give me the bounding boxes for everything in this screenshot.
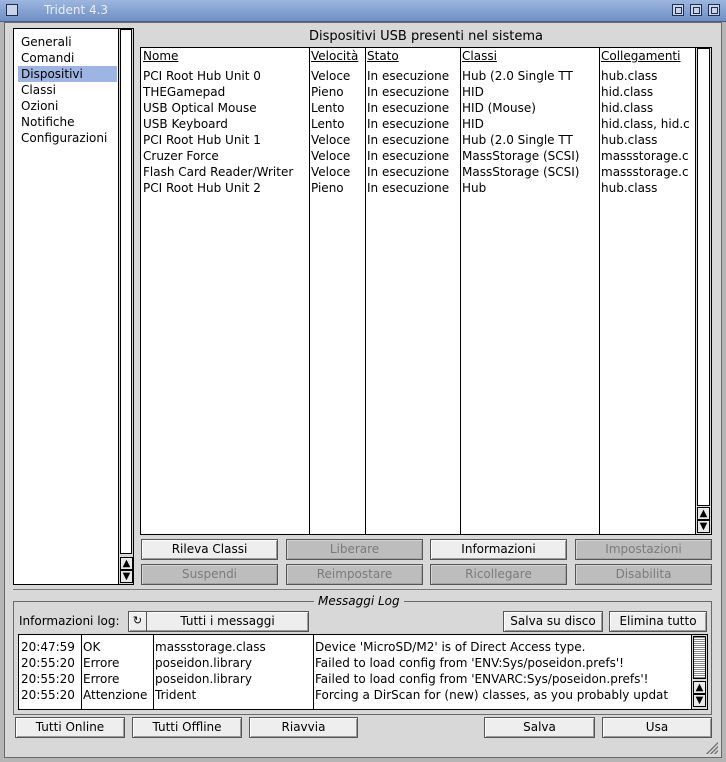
nav-scroll-up-icon[interactable]: ▲: [120, 557, 133, 570]
nav-item-generali[interactable]: Generali: [21, 35, 72, 49]
nav-item-comandi[interactable]: Comandi: [21, 51, 75, 65]
log-cell: Attenzione: [83, 688, 148, 702]
nav-item-ozioni[interactable]: Ozioni: [21, 99, 59, 113]
log-scroll-knob[interactable]: [693, 636, 706, 679]
iconify-gadget-icon[interactable]: [672, 4, 684, 16]
log-scroll-up-icon[interactable]: ▲: [693, 681, 706, 694]
suspendi-button[interactable]: Suspendi: [141, 564, 278, 585]
device-row[interactable]: [141, 132, 695, 148]
device-cell: Hub: [462, 181, 487, 195]
window-title: Trident 4.3: [44, 3, 109, 17]
clear-all-button[interactable]: Elimina tutto: [609, 611, 707, 632]
reimpostare-button[interactable]: Reimpostare: [286, 564, 423, 585]
device-cell: MassStorage (SCSI): [462, 165, 580, 179]
log-row[interactable]: [19, 687, 691, 703]
device-row[interactable]: [141, 68, 695, 84]
rileva-classi-button[interactable]: Rileva Classi: [141, 539, 278, 560]
column-header[interactable]: Classi: [462, 49, 497, 63]
nav-item-classi[interactable]: Classi: [21, 83, 56, 97]
log-row[interactable]: [19, 639, 691, 655]
liberare-button[interactable]: Liberare: [286, 539, 423, 560]
device-cell: HID: [462, 85, 484, 99]
log-filter-cycle[interactable]: [128, 611, 309, 632]
log-cell: poseidon.library: [155, 672, 252, 686]
title-bar[interactable]: [0, 0, 726, 22]
save-button[interactable]: Salva: [484, 717, 595, 738]
log-cell: Errore: [83, 656, 120, 670]
device-cell: In esecuzione: [367, 85, 450, 99]
device-cell: hub.class: [601, 133, 658, 147]
log-cell: Device 'MicroSD/M2' is of Direct Access type.: [315, 640, 586, 654]
device-cell: hid.class, hid.c: [601, 117, 690, 131]
log-cell: 20:55:20: [21, 688, 75, 702]
log-row[interactable]: [19, 671, 691, 687]
devices-table: [141, 48, 695, 534]
log-row[interactable]: [19, 655, 691, 671]
close-gadget-icon[interactable]: [6, 4, 18, 16]
log-cell: 20:55:20: [21, 672, 75, 686]
device-cell: hid.class: [601, 101, 654, 115]
all-offline-button[interactable]: Tutti Offline: [132, 717, 242, 738]
log-cell: Trident: [155, 688, 197, 702]
device-row[interactable]: [141, 148, 695, 164]
log-list[interactable]: [18, 634, 708, 710]
column-header[interactable]: Stato: [367, 49, 399, 63]
all-online-button[interactable]: Tutti Online: [15, 717, 125, 738]
device-cell: Veloce: [311, 69, 351, 83]
log-cell: Forcing a DirScan for (new) classes, as you probably updat: [315, 688, 669, 702]
device-cell: Lento: [311, 117, 345, 131]
devices-scroll-down-icon[interactable]: ▼: [697, 520, 710, 533]
device-row[interactable]: [141, 164, 695, 180]
device-cell: HID (Mouse): [462, 101, 536, 115]
device-cell: In esecuzione: [367, 117, 450, 131]
device-cell: Pieno: [311, 85, 344, 99]
device-cell: MassStorage (SCSI): [462, 149, 580, 163]
device-cell: Veloce: [311, 165, 351, 179]
section-divider: [13, 589, 712, 590]
informazioni-button[interactable]: Informazioni: [430, 539, 567, 560]
log-scrollbar[interactable]: [691, 635, 707, 709]
resize-grip-icon[interactable]: [706, 742, 718, 754]
device-row[interactable]: [141, 180, 695, 196]
log-scroll-down-icon[interactable]: ▼: [693, 694, 706, 707]
device-cell: massstorage.c: [601, 149, 689, 163]
column-header[interactable]: Nome: [143, 49, 179, 63]
nav-item-notifiche[interactable]: Notifiche: [21, 115, 75, 129]
log-filter-value: Tutti i messaggi: [180, 614, 275, 628]
disabilita-button[interactable]: Disabilita: [575, 564, 712, 585]
device-cell: In esecuzione: [367, 149, 450, 163]
device-cell: Hub (2.0 Single TT: [462, 69, 573, 83]
devices-title: Dispositivi USB presenti nel sistema: [309, 29, 543, 44]
device-cell: Cruzer Force: [143, 149, 219, 163]
nav-item-configurazioni[interactable]: Configurazioni: [21, 131, 108, 145]
nav-item-dispositivi[interactable]: Dispositivi: [18, 66, 117, 82]
device-cell: USB Keyboard: [143, 117, 228, 131]
column-header[interactable]: Collegamenti: [601, 49, 681, 63]
device-cell: In esecuzione: [367, 69, 450, 83]
log-section-title: Messaggi Log: [314, 594, 404, 609]
nav-scroll-knob[interactable]: [120, 29, 132, 554]
device-cell: Flash Card Reader/Writer: [143, 165, 294, 179]
device-cell: In esecuzione: [367, 101, 450, 115]
devices-list[interactable]: [140, 47, 712, 535]
restart-button[interactable]: Riavvia: [249, 717, 358, 738]
device-cell: hub.class: [601, 69, 658, 83]
device-row[interactable]: [141, 116, 695, 132]
log-filter-label: Informazioni log:: [19, 614, 120, 628]
log-cell: massstorage.class: [155, 640, 266, 654]
column-header[interactable]: Velocità: [311, 49, 359, 63]
device-row[interactable]: [141, 84, 695, 100]
log-cell: poseidon.library: [155, 656, 252, 670]
device-cell: PCI Root Hub Unit 1: [143, 133, 261, 147]
log-cell: Errore: [83, 672, 120, 686]
device-cell: PCI Root Hub Unit 2: [143, 181, 261, 195]
device-cell: Pieno: [311, 181, 344, 195]
device-cell: THEGamepad: [143, 85, 226, 99]
impostazioni-button[interactable]: Impostazioni: [575, 539, 712, 560]
devices-scrollbar[interactable]: [695, 48, 711, 534]
device-cell: Veloce: [311, 133, 351, 147]
log-cell: Failed to load config from 'ENVARC:Sys/poseidon.prefs'!: [315, 672, 649, 686]
log-cell: 20:47:59: [21, 640, 75, 654]
cycle-icon: ↻: [129, 611, 147, 632]
device-row[interactable]: [141, 100, 695, 116]
device-cell: PCI Root Hub Unit 0: [143, 69, 261, 83]
device-cell: hid.class: [601, 85, 654, 99]
device-cell: In esecuzione: [367, 181, 450, 195]
device-cell: In esecuzione: [367, 165, 450, 179]
log-cell: Failed to load config from 'ENV:Sys/poseidon.prefs'!: [315, 656, 624, 670]
save-to-disk-button[interactable]: Salva su disco: [503, 611, 603, 632]
devices-scroll-knob[interactable]: [697, 48, 710, 506]
device-cell: HID: [462, 117, 484, 131]
device-cell: Veloce: [311, 149, 351, 163]
devices-scroll-up-icon[interactable]: ▲: [697, 507, 710, 520]
log-cell: OK: [83, 640, 101, 654]
nav-scrollbar[interactable]: [118, 29, 133, 584]
ricollegare-button[interactable]: Ricollegare: [430, 564, 567, 585]
use-button[interactable]: Usa: [602, 717, 712, 738]
device-cell: hub.class: [601, 181, 658, 195]
device-cell: In esecuzione: [367, 133, 450, 147]
device-cell: Lento: [311, 101, 345, 115]
zoom-gadget-icon[interactable]: [690, 4, 702, 16]
nav-panel: [13, 28, 134, 585]
nav-scroll-down-icon[interactable]: ▼: [120, 570, 133, 583]
device-cell: USB Optical Mouse: [143, 101, 257, 115]
device-cell: massstorage.c: [601, 165, 689, 179]
log-table: [19, 635, 691, 709]
log-cell: 20:55:20: [21, 656, 75, 670]
device-cell: Hub (2.0 Single TT: [462, 133, 573, 147]
depth-gadget-icon[interactable]: [708, 4, 720, 16]
